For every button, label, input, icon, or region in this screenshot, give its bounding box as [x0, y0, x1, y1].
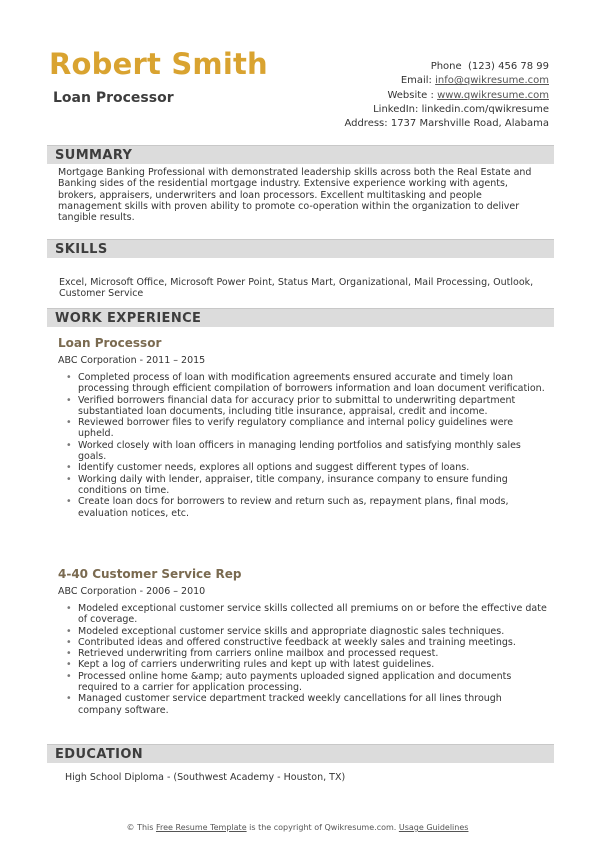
- email-label: Email:: [400, 75, 432, 87]
- contact-email-row: [344, 74, 549, 88]
- job-1-bullet: • Reviewed borrower files to verify regulatory compliance and internal policy guidelines were upheld.: [66, 417, 548, 440]
- job-2-title: 4-40 Customer Service Rep: [58, 567, 242, 581]
- skills-section-bar: [47, 239, 554, 258]
- job-1-bullet: • Verified borrowers financial data for accuracy prior to submittal to underwriting department substantiated loan documents, including title insurance, appraisal, credit and income.: [66, 395, 548, 418]
- summary-text: Mortgage Banking Professional with demonstrated leadership skills across both the Real Estate and Banking sides of the residential mortgage industry. Extensive experience working with agents, brokers, appraisers, underwriters and loan processors. Excellent multitasking and people management skills with proven ability to promote co-operation within the organization to deliver tangible results.: [58, 167, 532, 224]
- contact-website-row: [344, 89, 549, 103]
- footer-prefix: © This: [126, 823, 154, 832]
- contact-address-row: [344, 117, 549, 131]
- candidate-role: Loan Processor: [53, 90, 174, 106]
- usage-guidelines-link[interactable]: Usage Guidelines: [398, 823, 469, 832]
- job-2-bullet: • Modeled exceptional customer service skills collected all premiums on or before the effective date of coverage.: [66, 603, 548, 626]
- job-2-meta: ABC Corporation - 2006 – 2010: [58, 586, 206, 597]
- page-footer: [0, 823, 595, 832]
- work-heading: WORK EXPERIENCE: [55, 311, 202, 326]
- job-2-bullet: • Managed customer service department tracked weekly cancellations for all lines through company software.: [66, 693, 548, 716]
- skills-heading: SKILLS: [55, 242, 108, 257]
- education-entry: High School Diploma - (Southwest Academy - Houston, TX): [65, 772, 346, 783]
- job-2-bullet: • Processed online home &amp; auto payments uploaded signed application and documents required to a carrier for application processing.: [66, 671, 548, 694]
- job-1-bullet: • Identify customer needs, explores all options and suggest different types of loans.: [66, 462, 548, 473]
- contact-linkedin-row: [344, 103, 549, 117]
- resume-header: [0, 0, 595, 140]
- job-2-bullet: • Kept a log of carriers underwriting rules and kept up with latest guidelines.: [66, 659, 548, 670]
- job-1-title: Loan Processor: [58, 336, 162, 350]
- email-link[interactable]: info@qwikresume.com: [435, 75, 549, 87]
- address-value: 1737 Marshville Road, Alabama: [390, 118, 549, 130]
- job-1-bullets: [66, 372, 548, 519]
- job-2-bullet: • Modeled exceptional customer service skills and appropriate diagnostic sales techniques.: [66, 626, 548, 637]
- job-1-bullet: • Working daily with lender, appraiser, title company, insurance company to ensure funding conditions on time.: [66, 474, 548, 497]
- linkedin-value: linkedin.com/qwikresume: [421, 103, 549, 115]
- summary-heading: SUMMARY: [55, 148, 133, 163]
- job-2-bullet: • Retrieved underwriting from carriers online mailbox and processed request.: [66, 648, 548, 659]
- phone-label: Phone: [430, 61, 462, 72]
- linkedin-label: LinkedIn:: [373, 103, 419, 115]
- candidate-name: Robert Smith: [49, 47, 268, 81]
- website-link[interactable]: www.qwikresume.com: [437, 89, 549, 101]
- job-1-bullet: • Completed process of loan with modification agreements ensured accurate and timely loan processing through efficient compilation of borrowers information and loan document verification.: [66, 372, 548, 395]
- job-2-bullet: • Contributed ideas and offered constructive feedback at weekly sales and training meetings.: [66, 637, 548, 648]
- website-label: Website :: [387, 89, 434, 101]
- phone-value: (123) 456 78 99: [468, 61, 549, 72]
- job-1-bullet: • Worked closely with loan officers in managing lending portfolios and satisfying monthly sales goals.: [66, 440, 548, 463]
- job-2-bullets: [66, 603, 548, 716]
- job-1-meta: ABC Corporation - 2011 – 2015: [58, 355, 206, 366]
- work-section-bar: [47, 308, 554, 327]
- footer-middle: is the copyright of Qwikresume.com.: [249, 823, 397, 832]
- contact-block: [344, 60, 549, 131]
- education-heading: EDUCATION: [55, 747, 144, 762]
- contact-phone-row: [344, 60, 549, 74]
- job-1-bullet: • Create loan docs for borrowers to review and return such as, repayment plans, final mods, evaluation notices, etc.: [66, 496, 548, 519]
- summary-section-bar: [47, 145, 554, 164]
- free-resume-template-link[interactable]: Free Resume Template: [155, 823, 247, 832]
- education-section-bar: [47, 744, 554, 763]
- address-label: Address:: [344, 118, 388, 130]
- skills-text: Excel, Microsoft Office, Microsoft Power Point, Status Mart, Organizational, Mail Processing, Outlook, Customer Service: [59, 277, 534, 300]
